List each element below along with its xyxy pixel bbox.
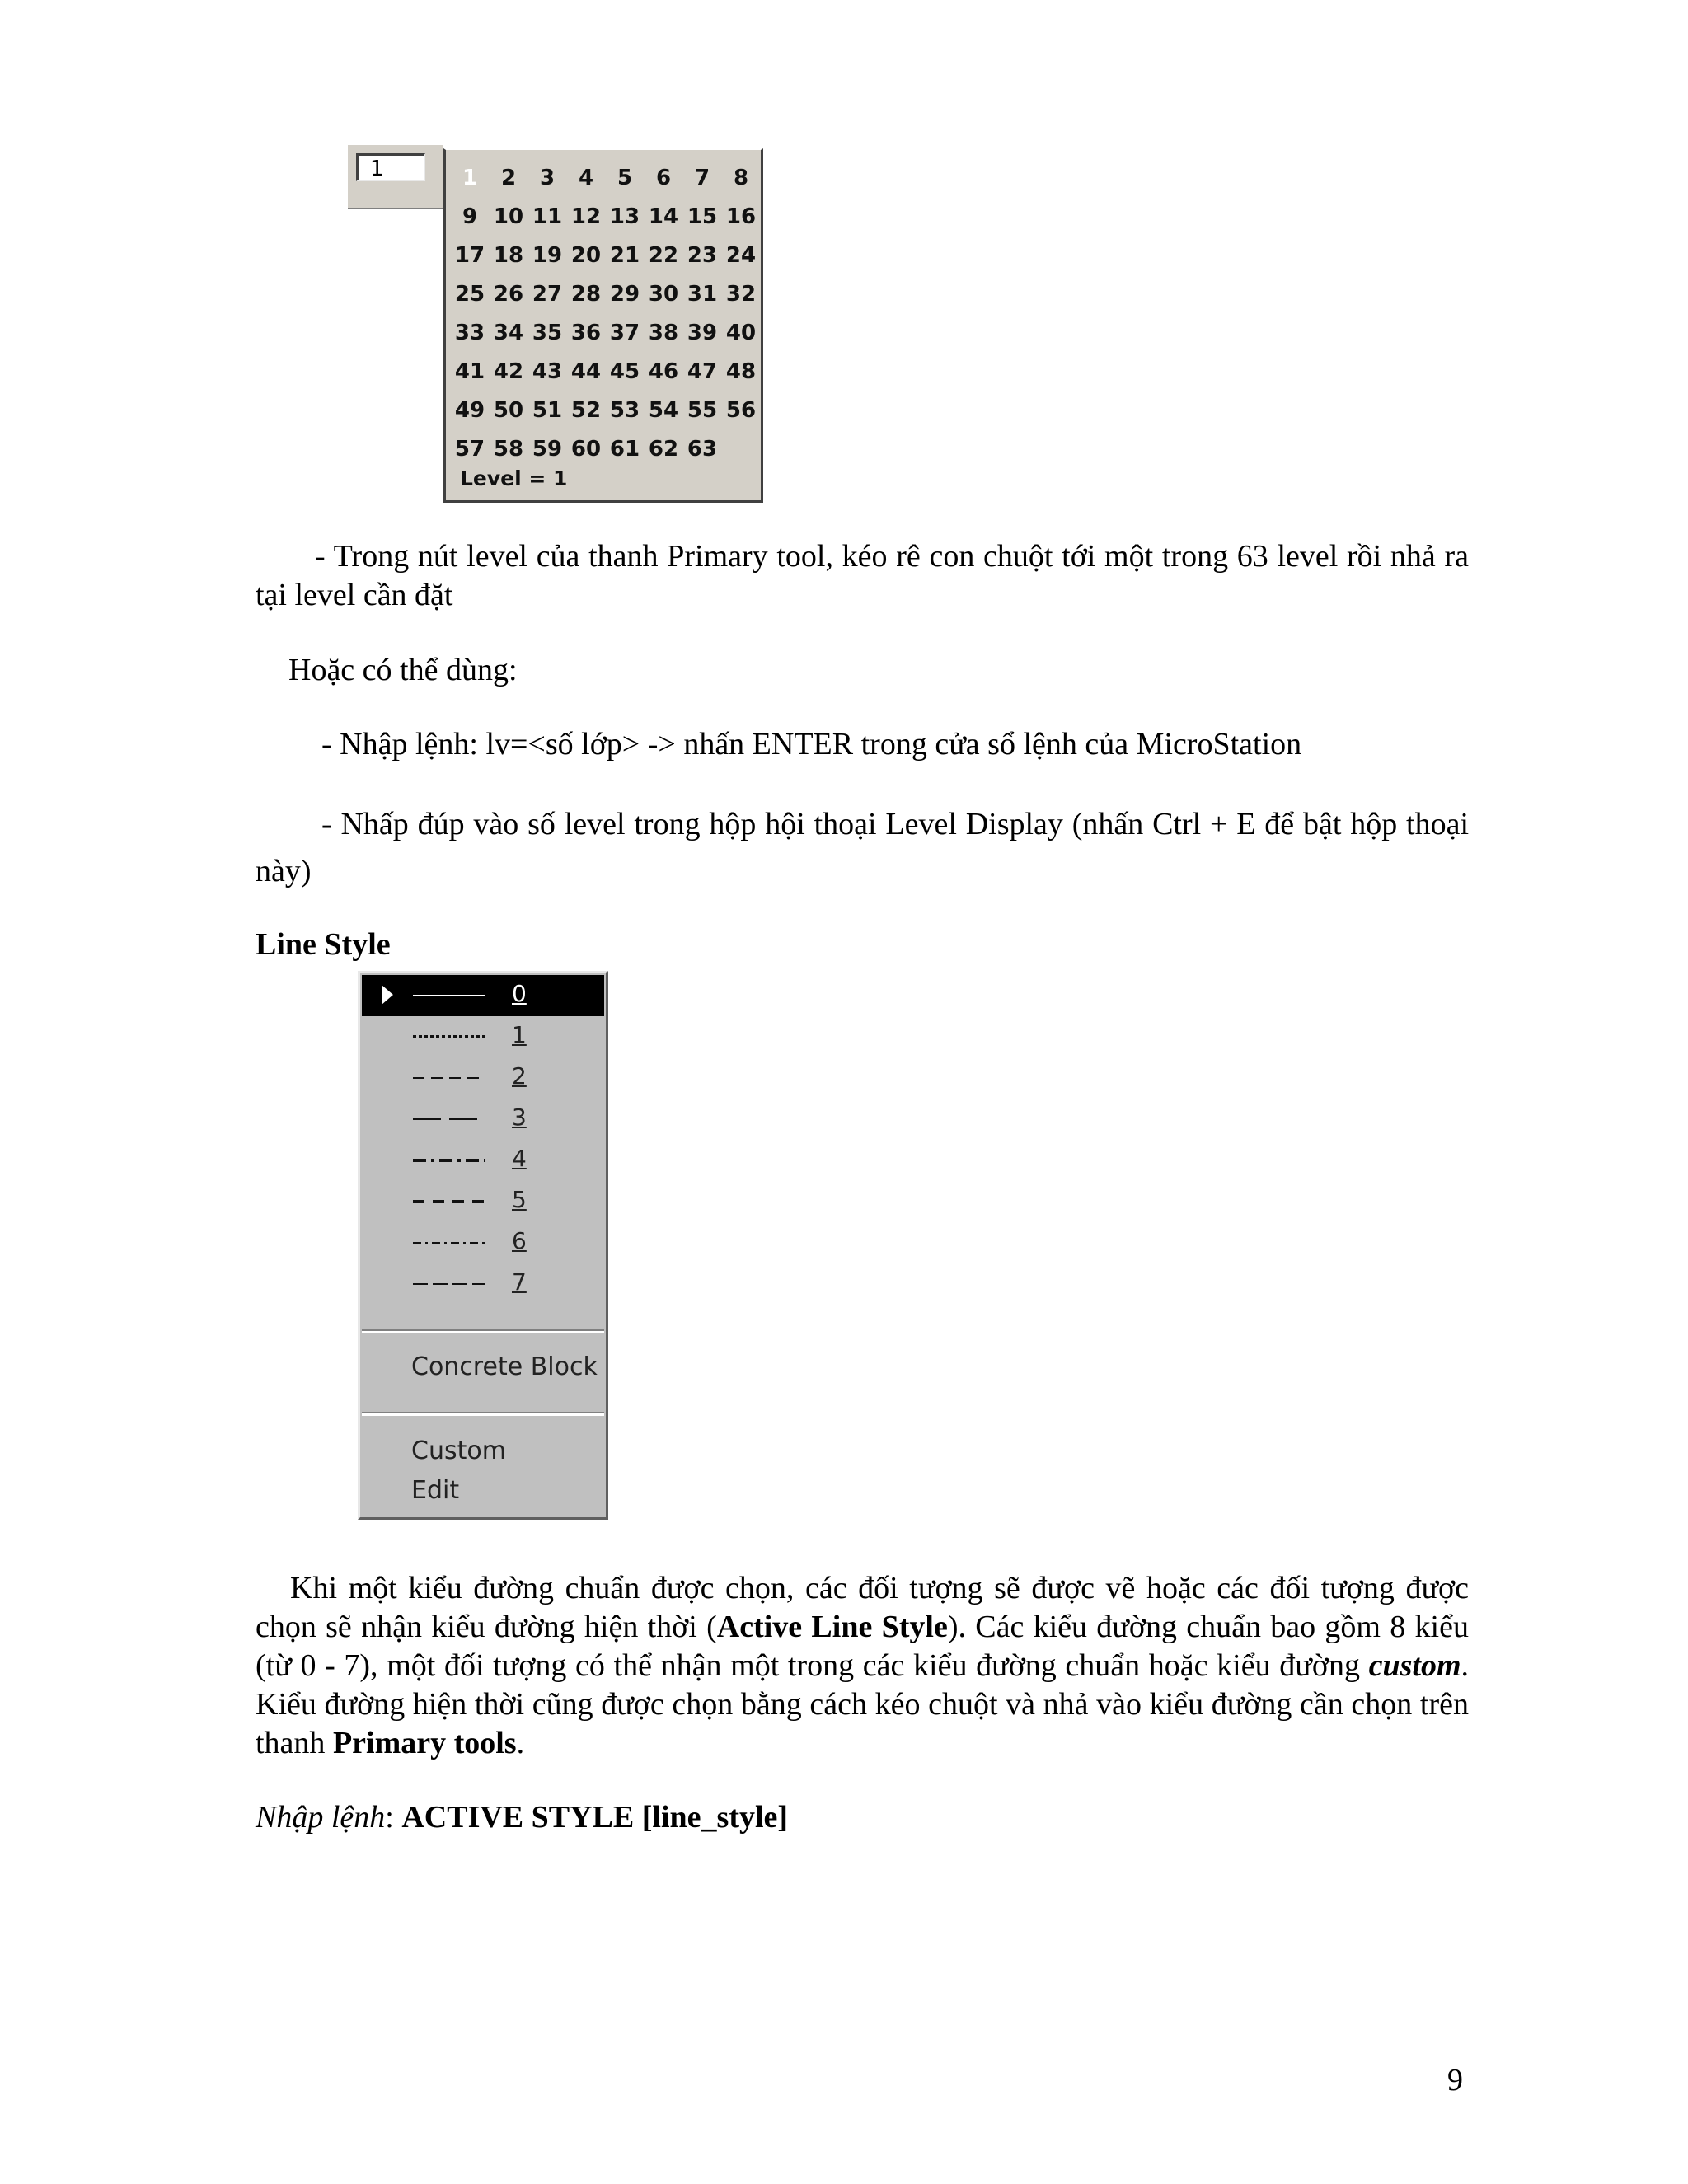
level-cell-label: 1: [462, 166, 478, 190]
level-cell-59[interactable]: [528, 431, 566, 467]
level-cell-label: 58: [493, 437, 524, 462]
level-cell-44[interactable]: [567, 354, 605, 390]
level-cell-55[interactable]: [683, 392, 721, 429]
level-cell-19[interactable]: [528, 237, 566, 274]
level-cell-label: 12: [570, 204, 602, 229]
paragraph-double-click: - Nhấp đúp vào số level trong hộp hội thoại Level Display (nhấn Ctrl + E để bật hộp thoại này): [256, 807, 1469, 888]
line-style-preview: [413, 1197, 487, 1206]
term-custom: custom: [1368, 1648, 1461, 1683]
level-cell-51[interactable]: [528, 392, 566, 429]
level-cell-label: 36: [570, 321, 602, 345]
level-cell-40[interactable]: [722, 315, 760, 351]
level-cell-23[interactable]: [683, 237, 721, 274]
term-active-line-style: Active Line Style: [716, 1610, 948, 1644]
level-cell-14[interactable]: [645, 199, 682, 235]
level-cell-label: 35: [532, 321, 563, 345]
level-cell-label: 9: [462, 204, 478, 229]
line-style-preview: [413, 1033, 487, 1041]
level-cell-17[interactable]: [451, 237, 489, 274]
paragraph-line-style: [256, 1569, 1469, 1763]
level-grid: [443, 148, 763, 503]
level-field[interactable]: 1: [356, 153, 425, 181]
level-status: Level = 1: [460, 466, 568, 490]
level-field-area: [348, 145, 443, 209]
level-cell-label: 56: [725, 398, 757, 423]
level-cell-25[interactable]: [451, 276, 489, 312]
line-style-item-1[interactable]: [362, 1016, 604, 1057]
level-cell-label: 54: [648, 398, 679, 423]
line-style-item-5[interactable]: [362, 1181, 604, 1222]
level-cell-22[interactable]: [645, 237, 682, 274]
level-cell-label: 51: [532, 398, 563, 423]
level-cell-label: 31: [687, 282, 718, 307]
level-cell-label: 38: [648, 321, 679, 345]
level-cell-53[interactable]: [606, 392, 644, 429]
line-style-item-4[interactable]: [362, 1140, 604, 1181]
term-primary-tools: Primary tools: [332, 1726, 517, 1760]
level-cell-43[interactable]: [528, 354, 566, 390]
level-cell-32[interactable]: [722, 276, 760, 312]
level-cell-56[interactable]: [722, 392, 760, 429]
level-cell-label: 27: [532, 282, 563, 307]
level-cell-label: 50: [493, 398, 524, 423]
line-style-item-2[interactable]: [362, 1057, 604, 1099]
level-cell-label: 3: [539, 166, 556, 190]
line-style-edit[interactable]: Edit: [411, 1476, 460, 1505]
level-cell-label: 61: [609, 437, 640, 462]
menu-separator: [362, 1412, 604, 1416]
level-cell-15[interactable]: [683, 199, 721, 235]
level-cell-60[interactable]: [567, 431, 605, 467]
level-cell-62[interactable]: [645, 431, 682, 467]
level-cell-label: 16: [725, 204, 757, 229]
line-style-concrete-block[interactable]: Concrete Block: [411, 1352, 598, 1381]
level-cell-20[interactable]: [567, 237, 605, 274]
level-cell-label: 55: [687, 398, 718, 423]
level-cell-label: 19: [532, 243, 563, 268]
level-cell-1[interactable]: [451, 160, 489, 196]
level-cell-54[interactable]: [645, 392, 682, 429]
level-cell-label: 43: [532, 359, 563, 384]
level-cell-45[interactable]: [606, 354, 644, 390]
text-run: Khi một kiểu đường chuẩn được chọn, các đối tượng sẽ được vẽ hoặc các đối tượng được chọn sẽ nhận kiểu đường hiện thời (: [256, 1571, 1469, 1644]
level-cell-27[interactable]: [528, 276, 566, 312]
level-cell-label: 37: [609, 321, 640, 345]
level-cell-label: 41: [454, 359, 485, 384]
level-cell-label: 4: [578, 166, 594, 190]
level-cell-18[interactable]: [490, 237, 528, 274]
level-cell-57[interactable]: [451, 431, 489, 467]
level-cell-label: 48: [725, 359, 757, 384]
line-style-number: 3: [512, 1104, 527, 1131]
level-cell-label: 14: [648, 204, 679, 229]
level-cell-label: 18: [493, 243, 524, 268]
line-style-preview: [413, 991, 487, 1000]
level-cell-30[interactable]: [645, 276, 682, 312]
level-cell-label: 42: [493, 359, 524, 384]
command-colon: :: [385, 1800, 394, 1835]
level-cell-label: 21: [609, 243, 640, 268]
line-style-number: 0: [512, 980, 527, 1007]
level-cell-label: 8: [733, 166, 749, 190]
level-cell-label: 6: [655, 166, 672, 190]
menu-separator: [362, 1329, 604, 1333]
level-cell-label: 40: [725, 321, 757, 345]
level-cell-21[interactable]: [606, 237, 644, 274]
level-cell-4[interactable]: [567, 160, 605, 196]
level-cell-label: 15: [687, 204, 718, 229]
level-cell-42[interactable]: [490, 354, 528, 390]
level-cell-label: 24: [725, 243, 757, 268]
level-cell-label: 60: [570, 437, 602, 462]
level-cell-3[interactable]: [528, 160, 566, 196]
level-cell-16[interactable]: [722, 199, 760, 235]
level-cell-13[interactable]: [606, 199, 644, 235]
level-cell-label: 22: [648, 243, 679, 268]
level-cell-label: 20: [570, 243, 602, 268]
text-run: .: [516, 1726, 525, 1760]
line-style-item-6[interactable]: [362, 1222, 604, 1263]
level-picker: [348, 145, 767, 504]
level-cell-label: 25: [454, 282, 485, 307]
paragraph-command-lv: - Nhập lệnh: lv=<số lớp> -> nhấn ENTER trong cửa sổ lệnh của MicroStation: [321, 727, 1302, 762]
level-cell-38[interactable]: [645, 315, 682, 351]
level-cell-63[interactable]: [683, 431, 721, 467]
text-run: ). Các kiểu đường chuẩn bao gồm 8 kiểu (từ 0 - 7), một đối tượng có thể nhận một trong các kiểu đường chuẩn hoặc kiểu đường: [256, 1610, 1469, 1683]
level-cell-label: 2: [500, 166, 517, 190]
line-style-number: 7: [512, 1268, 527, 1296]
level-cell-label: 10: [493, 204, 524, 229]
level-cell-label: 52: [570, 398, 602, 423]
line-style-menu: [358, 971, 608, 1520]
line-style-number: 5: [512, 1186, 527, 1213]
level-cell-label: 33: [454, 321, 485, 345]
line-style-number: 6: [512, 1227, 527, 1254]
level-cell-2[interactable]: [490, 160, 528, 196]
level-cell-6[interactable]: [645, 160, 682, 196]
level-cell-label: 53: [609, 398, 640, 423]
level-cell-47[interactable]: [683, 354, 721, 390]
line-style-item-0[interactable]: [362, 975, 604, 1016]
level-cell-label: 44: [570, 359, 602, 384]
level-cell-49[interactable]: [451, 392, 489, 429]
level-cell-label: 47: [687, 359, 718, 384]
selection-arrow-icon: [382, 985, 393, 1005]
level-cell-31[interactable]: [683, 276, 721, 312]
line-style-custom[interactable]: Custom: [411, 1436, 506, 1465]
level-cell-37[interactable]: [606, 315, 644, 351]
line-style-number: 2: [512, 1062, 527, 1090]
level-cell-label: 17: [454, 243, 485, 268]
level-cell-34[interactable]: [490, 315, 528, 351]
level-cell-5[interactable]: [606, 160, 644, 196]
level-cell-26[interactable]: [490, 276, 528, 312]
level-cell-label: 29: [609, 282, 640, 307]
level-cell-label: 7: [694, 166, 710, 190]
level-cell-35[interactable]: [528, 315, 566, 351]
level-cell-29[interactable]: [606, 276, 644, 312]
level-cell-label: 26: [493, 282, 524, 307]
level-cell-label: 39: [687, 321, 718, 345]
level-cell-label: 49: [454, 398, 485, 423]
command-value: ACTIVE STYLE [line_style]: [401, 1800, 789, 1835]
level-cell-7[interactable]: [683, 160, 721, 196]
level-cell-61[interactable]: [606, 431, 644, 467]
level-cell-28[interactable]: [567, 276, 605, 312]
level-cell-48[interactable]: [722, 354, 760, 390]
level-cell-label: 30: [648, 282, 679, 307]
level-cell-9[interactable]: [451, 199, 489, 235]
page-number: 9: [1447, 2063, 1463, 2097]
level-cell-11[interactable]: [528, 199, 566, 235]
level-cell-46[interactable]: [645, 354, 682, 390]
paragraph-level-instructions: - Trong nút level của thanh Primary tool, kéo rê con chuột tới một trong 63 level rồi nhả ra tại level cần đặt: [256, 539, 1469, 612]
text-run: . Kiểu đường hiện thời cũng được chọn bằng cách kéo chuột và nhả vào kiểu đường cần chọn trên thanh: [256, 1648, 1469, 1760]
command-label: Nhập lệnh: [256, 1800, 386, 1835]
level-cell-24[interactable]: [722, 237, 760, 274]
level-cell-label: 57: [454, 437, 485, 462]
line-style-preview: [413, 1156, 487, 1165]
line-style-number: 1: [512, 1021, 527, 1048]
level-cell-39[interactable]: [683, 315, 721, 351]
heading-line-style: Line Style: [256, 927, 391, 962]
level-cell-label: 46: [648, 359, 679, 384]
level-cell-label: 28: [570, 282, 602, 307]
level-cell-36[interactable]: [567, 315, 605, 351]
level-cell-label: 13: [609, 204, 640, 229]
level-cell-label: 11: [532, 204, 563, 229]
level-cell-label: 62: [648, 437, 679, 462]
level-cell-label: 5: [617, 166, 633, 190]
level-cell-41[interactable]: [451, 354, 489, 390]
level-cell-8[interactable]: [722, 160, 760, 196]
line-style-preview: [413, 1239, 487, 1247]
line-style-item-7[interactable]: [362, 1263, 604, 1305]
level-cell-52[interactable]: [567, 392, 605, 429]
paragraph-alternative: Hoặc có thể dùng:: [288, 653, 518, 687]
level-cell-33[interactable]: [451, 315, 489, 351]
level-cell-58[interactable]: [490, 431, 528, 467]
level-cell-50[interactable]: [490, 392, 528, 429]
line-style-number: 4: [512, 1145, 527, 1172]
level-cell-label: 63: [687, 437, 718, 462]
line-style-preview: [413, 1074, 487, 1082]
line-style-preview: [413, 1280, 487, 1288]
line-style-preview: [413, 1115, 487, 1123]
level-cell-label: 59: [532, 437, 563, 462]
command-line: [256, 1798, 1469, 1837]
level-cell-label: 32: [725, 282, 757, 307]
level-cell-label: 45: [609, 359, 640, 384]
level-cell-label: 23: [687, 243, 718, 268]
level-cell-10[interactable]: [490, 199, 528, 235]
level-cell-label: 34: [493, 321, 524, 345]
level-cell-12[interactable]: [567, 199, 605, 235]
line-style-item-3[interactable]: [362, 1099, 604, 1140]
